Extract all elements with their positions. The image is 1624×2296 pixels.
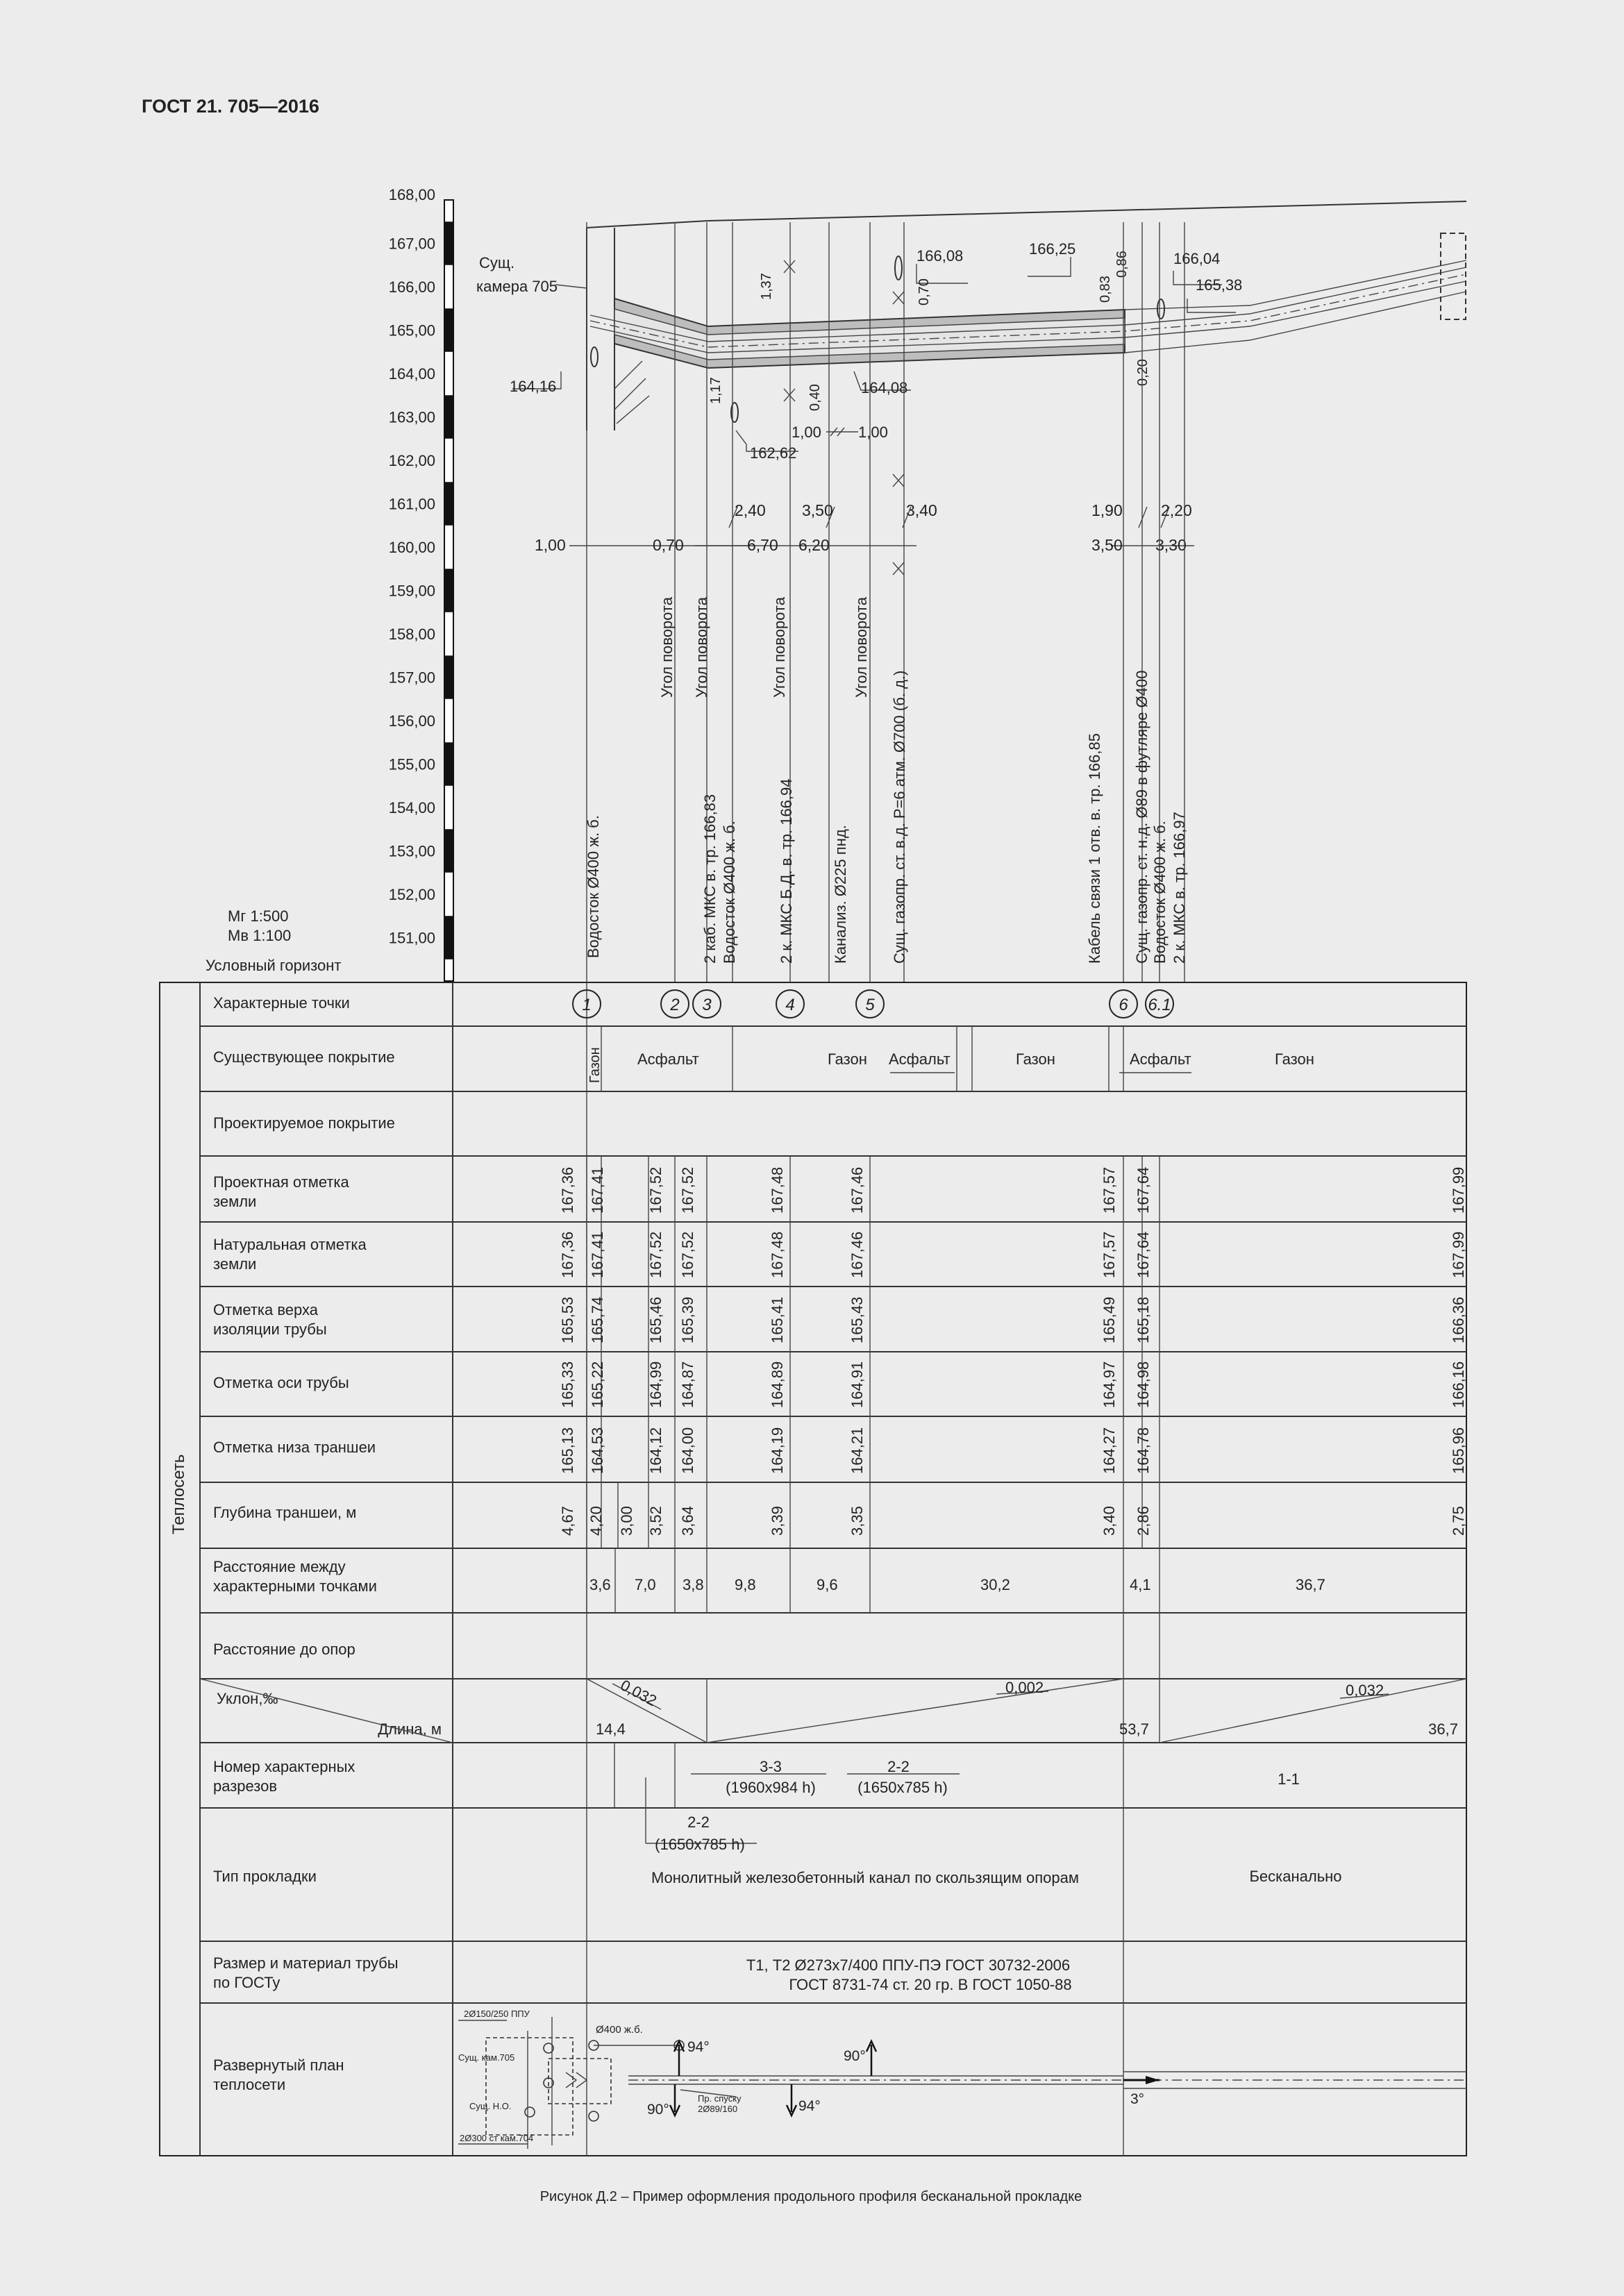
plan-angle-5: 3° (1130, 2091, 1145, 2107)
row-label-depth: Глубина траншеи, м (213, 1504, 357, 1521)
elev-value: 164,00 (679, 1427, 696, 1474)
elev-value: 165,43 (848, 1296, 866, 1343)
elev-16538: 165,38 (1196, 276, 1243, 294)
section-2-name: 2-2 (887, 1758, 910, 1775)
point-number: 4 (785, 996, 795, 1014)
scale-label: 164,00 (388, 365, 435, 383)
elev-value: 164,87 (679, 1361, 696, 1408)
scale-label: 152,00 (388, 886, 435, 903)
row-label-existing: Существующее покрытие (213, 1048, 395, 1066)
plan-angle-3: 90° (647, 2102, 669, 2118)
covering-2: Асфальт (637, 1050, 699, 1068)
row-label-design-2: земли (213, 1193, 257, 1210)
section-3-name: 1-1 (1278, 1770, 1300, 1788)
offset-100: 1,00 (535, 536, 566, 554)
slope-2-length: 53,7 (1119, 1720, 1149, 1738)
pipe-spec-2: ГОСТ 8731-74 ст. 20 гр. В ГОСТ 1050-88 (789, 1976, 1072, 1993)
depth-value: 3,39 (769, 1506, 786, 1536)
depth-value: 2,75 (1450, 1506, 1467, 1536)
scale-block (445, 482, 453, 526)
scale-block (445, 308, 453, 352)
distance-8: 36,7 (1296, 1576, 1325, 1593)
laying-channelless: Бесканально (1249, 1868, 1342, 1885)
row-label-pipe-2: по ГОСТу (213, 1974, 281, 1991)
row-label-pipe-1: Размер и материал трубы (213, 1954, 399, 1972)
scale-mg: Мг 1:500 (228, 907, 289, 925)
dim-040: 0,40 (807, 384, 823, 411)
distance-5: 9,6 (817, 1576, 838, 1593)
point-number: 3 (702, 996, 712, 1014)
depth-value: 3,35 (848, 1506, 866, 1536)
elev-value: 167,46 (848, 1231, 866, 1278)
plan-label-7: 2Ø89/160 (698, 2104, 738, 2114)
elev-16262: 162,62 (750, 444, 797, 462)
pipe-spec-1: Т1, Т2 Ø273х7/400 ППУ-ПЭ ГОСТ 30732-2006 (746, 1956, 1071, 1974)
elev-value: 164,21 (848, 1427, 866, 1474)
elev-value: 164,98 (1135, 1361, 1152, 1408)
elev-16408: 164,08 (861, 379, 908, 396)
developed-plan (458, 2017, 1466, 2149)
plan-angle-2: 90° (844, 2048, 866, 2064)
distance-2: 7,0 (635, 1576, 656, 1593)
row-label-natural-1: Натуральная отметка (213, 1236, 367, 1253)
elev-value: 167,64 (1135, 1231, 1152, 1278)
plan-label-1: 2Ø150/250 ППУ (464, 2009, 530, 2019)
scale-label: 166,00 (388, 278, 435, 296)
laying-channel: Монолитный железобетонный канал по скользящим опорам (651, 1869, 1080, 1886)
slope-1-length: 14,4 (596, 1720, 626, 1738)
elev-value: 164,97 (1100, 1361, 1118, 1408)
scale-block (445, 569, 453, 612)
dim-070: 0,70 (916, 278, 932, 305)
plan-angle-4: 94° (798, 2098, 821, 2114)
elev-value: 165,41 (769, 1296, 786, 1343)
elev-value: 167,41 (589, 1231, 606, 1278)
slope-3-value: 0,032 (1346, 1682, 1384, 1699)
elev-16608: 166,08 (916, 247, 964, 265)
elev-value: 164,89 (769, 1361, 786, 1408)
offset-340: 3,40 (906, 501, 937, 519)
utility-label: Водосток Ø400 ж. б. (1151, 821, 1169, 964)
chamber-label-2: камера 705 (476, 278, 558, 295)
row-label-slope: Уклон,‰ (217, 1690, 278, 1707)
covering-3: Газон (828, 1050, 867, 1068)
plan-label-2: Ø400 ж.б. (596, 2024, 643, 2036)
dim-137: 1,37 (759, 273, 774, 300)
section-1-name: 3-3 (760, 1758, 782, 1775)
elev-value: 165,49 (1100, 1296, 1118, 1343)
distance-6: 30,2 (980, 1576, 1010, 1593)
point-number: 6 (1119, 996, 1128, 1014)
utility-label: Угол поворота (693, 596, 710, 698)
elev-value: 167,52 (647, 1231, 664, 1278)
scale-label: 162,00 (388, 452, 435, 469)
doc-code: ГОСТ 21. 705—2016 (142, 96, 319, 117)
table-side-label: Теплосеть (169, 1454, 188, 1534)
elev-value: 165,18 (1135, 1296, 1152, 1343)
row-label-supports: Расстояние до опор (213, 1641, 355, 1658)
elev-value: 164,53 (589, 1427, 606, 1474)
row-label-plan-1: Развернутый план (213, 2056, 344, 2074)
point-number: 6.1 (1148, 996, 1171, 1014)
elev-value: 164,78 (1135, 1427, 1152, 1474)
profile-drawing (476, 201, 1466, 982)
section-1-size: (1960x984 h) (726, 1779, 816, 1796)
conditional-horizon: Условный горизонт (206, 957, 342, 974)
elev-value: 165,22 (589, 1361, 606, 1408)
elev-value: 167,36 (559, 1231, 576, 1278)
distance-3: 3,8 (683, 1576, 704, 1593)
offset-350b: 3,50 (1091, 536, 1123, 554)
scale-block (445, 916, 453, 960)
section-4-size: (1650x785 h) (655, 1836, 745, 1853)
scale-mv: Мв 1:100 (228, 927, 292, 944)
section-2-size: (1650x785 h) (857, 1779, 948, 1796)
utility-label: 2 каб. МКС в. тр. 166,83 (701, 794, 719, 964)
elev-value: 164,91 (848, 1361, 866, 1408)
elev-value: 167,99 (1450, 1166, 1467, 1214)
depth-value: 3,64 (679, 1506, 696, 1536)
dim-100b: 1,00 (858, 424, 888, 441)
elev-value: 165,39 (679, 1296, 696, 1343)
depth-value: 4,20 (587, 1506, 605, 1536)
dim-100a: 1,00 (792, 424, 821, 441)
elev-value: 167,52 (679, 1231, 696, 1278)
elev-value: 165,96 (1450, 1427, 1467, 1474)
depth-value: 4,67 (559, 1506, 576, 1536)
depth-value: 3,00 (618, 1506, 635, 1536)
scale-label: 167,00 (388, 235, 435, 253)
dim-117: 1,17 (708, 377, 723, 404)
depth-value: 2,86 (1135, 1506, 1152, 1536)
elev-16604: 166,04 (1173, 250, 1221, 267)
row-label-axis: Отметка оси трубы (213, 1374, 349, 1391)
distance-1: 3,6 (589, 1576, 611, 1593)
elev-value: 167,57 (1100, 1231, 1118, 1278)
plan-label-5: 2Ø300 ст кам.704 (460, 2133, 534, 2143)
scale-label: 151,00 (388, 929, 435, 947)
scale-label: 154,00 (388, 799, 435, 816)
elev-value: 167,48 (769, 1231, 786, 1278)
plan-label-6: Пр. спуску (698, 2093, 742, 2104)
scale-label: 161,00 (388, 495, 435, 513)
elev-value: 167,46 (848, 1166, 866, 1214)
plan-angle-1: 94° (687, 2039, 710, 2055)
row-label-length: Длина, м (378, 1720, 442, 1738)
utility-label: Сущ. газопр. ст. н.д. Ø89 в футляре Ø400 (1133, 670, 1150, 964)
ground-line (587, 201, 1466, 228)
elev-value: 167,57 (1100, 1166, 1118, 1214)
elev-value: 165,46 (647, 1296, 664, 1343)
scale-label: 163,00 (388, 408, 435, 426)
plan-label-3: Сущ. кам.705 (458, 2052, 515, 2063)
dim-086: 0,86 (1114, 251, 1130, 278)
elev-value: 167,99 (1450, 1231, 1467, 1278)
offset-220: 2,20 (1161, 501, 1192, 519)
row-label-sections-2: разрезов (213, 1777, 278, 1795)
covering-5: Газон (1016, 1050, 1055, 1068)
utility-label: Угол поворота (771, 596, 788, 698)
offset-330: 3,30 (1155, 536, 1187, 554)
covering-1: Газон (587, 1047, 603, 1083)
utility-label: 2 к. МКС Б.Д. в. тр. 166,94 (778, 778, 795, 964)
elev-value: 167,48 (769, 1166, 786, 1214)
utility-label: Кабель связи 1 отв. в. тр. 166,85 (1086, 733, 1103, 964)
chamber-label-1: Сущ. (479, 254, 515, 271)
scale-label: 160,00 (388, 539, 435, 556)
section-4-name: 2-2 (687, 1813, 710, 1831)
elev-value: 167,36 (559, 1166, 576, 1214)
scale-block (445, 655, 453, 699)
slope-3-length: 36,7 (1428, 1720, 1458, 1738)
distance-4: 9,8 (735, 1576, 756, 1593)
covering-7: Газон (1275, 1050, 1314, 1068)
plan-label-4: Сущ. Н.О. (469, 2101, 512, 2111)
utility-label: Канализ. Ø225 пнд. (832, 825, 849, 964)
scale-label: 165,00 (388, 321, 435, 340)
utility-label: Водосток Ø400 ж. б. (721, 821, 738, 964)
scale-label: 158,00 (388, 626, 435, 643)
elev-16625: 166,25 (1029, 240, 1076, 258)
elev-value: 166,36 (1450, 1296, 1467, 1343)
offset-240: 2,40 (735, 501, 766, 519)
dim-020: 0,20 (1135, 359, 1150, 386)
slope-1-value: 0,032 (617, 1676, 660, 1710)
elev-value: 164,12 (647, 1427, 664, 1474)
offset-190: 1,90 (1091, 501, 1123, 519)
utility-label: Угол поворота (853, 596, 870, 698)
offset-620: 6,20 (798, 536, 830, 554)
point-number: 5 (865, 996, 875, 1014)
elev-value: 164,99 (647, 1361, 664, 1408)
row-label-sections-1: Номер характерных (213, 1758, 355, 1775)
scale-label: 157,00 (388, 669, 435, 687)
elev-value: 167,52 (647, 1166, 664, 1214)
distance-7: 4,1 (1130, 1576, 1151, 1593)
figure-caption: Рисунок Д.2 – Пример оформления продольного профиля бесканальной прокладке (539, 2189, 1082, 2204)
scale-label: 155,00 (388, 755, 435, 773)
offset-670: 6,70 (747, 536, 778, 554)
profile-table (160, 982, 1467, 2156)
elev-value: 165,74 (589, 1296, 606, 1343)
row-label-insulation-2: изоляции трубы (213, 1321, 327, 1338)
dim-083: 0,83 (1098, 276, 1113, 303)
depth-value: 3,40 (1100, 1506, 1118, 1536)
row-label-laying: Тип прокладки (213, 1868, 317, 1885)
elev-value: 166,16 (1450, 1361, 1467, 1408)
elev-value: 167,41 (589, 1166, 606, 1214)
point-number: 1 (582, 996, 592, 1014)
utility-label: 2 к. МКС в. тр. 166,97 (1171, 812, 1188, 964)
elev-value: 167,52 (679, 1166, 696, 1214)
scale-block (445, 829, 453, 873)
scale-block (445, 221, 453, 265)
row-label-points: Характерные точки (213, 994, 350, 1012)
utility-label: Водосток Ø400 ж. б. (585, 815, 602, 958)
row-label-insulation-1: Отметка верха (213, 1301, 319, 1318)
scale-label: 153,00 (388, 842, 435, 860)
row-label-natural-2: земли (213, 1255, 257, 1273)
row-label-bottom: Отметка низа траншеи (213, 1439, 376, 1456)
covering-4: Асфальт (889, 1050, 951, 1068)
row-label-projected: Проектируемое покрытие (213, 1114, 395, 1132)
row-label-distance-2: характерными точками (213, 1577, 377, 1595)
scale-label: 168,00 (388, 186, 435, 203)
scale-label: 156,00 (388, 712, 435, 730)
elev-value: 167,64 (1135, 1166, 1152, 1214)
utility-label: Угол поворота (658, 596, 676, 698)
offset-070: 0,70 (653, 536, 684, 554)
covering-6: Асфальт (1130, 1050, 1191, 1068)
elev-value: 164,27 (1100, 1427, 1118, 1474)
point-number: 2 (670, 996, 680, 1014)
elevation-scale (206, 186, 453, 981)
depth-value: 3,52 (647, 1506, 664, 1536)
scale-label: 159,00 (388, 582, 435, 600)
row-label-distance-1: Расстояние между (213, 1558, 346, 1575)
row-label-design-1: Проектная отметка (213, 1173, 349, 1191)
elev-value: 165,33 (559, 1361, 576, 1408)
scale-block (445, 395, 453, 439)
elev-value: 165,13 (559, 1427, 576, 1474)
scale-block (445, 742, 453, 786)
elev-16416: 164,16 (510, 378, 557, 395)
utility-label: Сущ. газопр. ст. в.д. Р=6 атм. Ø700 (б. д.) (891, 670, 908, 964)
elev-value: 164,19 (769, 1427, 786, 1474)
elev-value: 165,53 (559, 1296, 576, 1343)
row-label-plan-2: теплосети (213, 2076, 286, 2093)
offset-350a: 3,50 (802, 501, 833, 519)
slope-2-value: 0,002 (1005, 1679, 1044, 1696)
